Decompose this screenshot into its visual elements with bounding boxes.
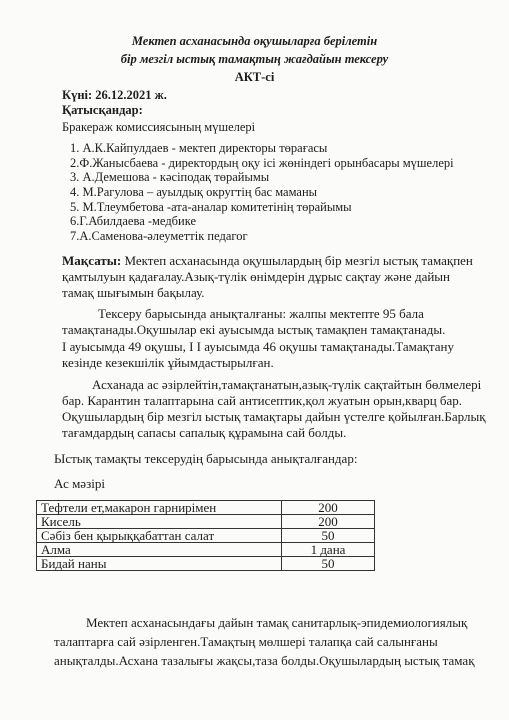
purpose-text-1: Мектеп асханасында оқушылардың бір мезгіл ыстық тамақпен: [121, 253, 473, 268]
menu-item: Сәбіз бен қырыққабаттан салат: [37, 529, 282, 543]
findings-line5: Асханада ас әзірлейтін,тамақтанатын,азық-түлік сақтайтын бөлмелері: [92, 377, 482, 392]
member-1: 1. А.К.Кайпулдаев - мектеп директоры төрағасы: [70, 141, 328, 155]
menu-value: 1 дана: [282, 543, 375, 557]
menu-item: Бидай наны: [37, 557, 282, 571]
purpose-line1: [62, 253, 473, 269]
act-title-line1: Мектеп асханасында оқушыларға берілетін: [131, 34, 378, 48]
member-2: 2.Ф.Жаныcбаева - директордың оқу ісі жөніндегі орынбасары мүшелері: [70, 156, 454, 170]
menu-item: Алма: [37, 543, 282, 557]
purpose-label: Мақсаты:: [62, 253, 122, 268]
act-date: Күні: 26.12.2021 ж.: [62, 88, 167, 102]
commission-heading: Бракераж комиссиясының мүшелері: [62, 120, 256, 134]
member-5: 5. М.Тлеумбетова -ата-аналар комитетінің төрайымы: [70, 200, 352, 214]
findings-line2: тамақтанады.Оқушылар екі ауысымда ыстық тамақпен тамақтанады.: [62, 322, 446, 337]
menu-item: Кисель: [37, 515, 282, 529]
conclusion-line2: талаптарға сай әзірленген.Тамақтың мөлшері талапқа сай салынғаны: [54, 634, 438, 649]
hot-food-heading: Ыстық тамақты тексерудің барысында анықталғандар:: [54, 451, 358, 466]
participants-heading: Қатысқандар:: [62, 103, 143, 117]
menu-table: [36, 500, 375, 571]
menu-row: [37, 501, 375, 515]
menu-value: 50: [282, 557, 375, 571]
member-4: 4. М.Рагулова – ауылдық округтің бас маманы: [70, 185, 318, 199]
menu-heading: Ас мәзірі: [54, 476, 105, 491]
menu-value: 200: [282, 501, 375, 515]
menu-row: [37, 515, 375, 529]
purpose-line2: қамтылуын қадағалау.Азық-түлік өнімдерін дұрыс сақтау және дайын: [62, 269, 450, 284]
findings-line3: І ауысымда 49 оқушы, І І ауысымда 46 оқушы тамақтанады.Тамақтану: [62, 339, 454, 354]
member-6: 6.Г.Абилдаева -медбике: [70, 214, 197, 228]
purpose-line3: тамақ шығымын бақылау.: [62, 285, 205, 300]
member-7: 7.А.Саменова-әлеуметтік педагог: [70, 229, 248, 243]
findings-line4: кезінде кезекшілік ұйымдастырылған.: [62, 355, 274, 370]
member-3: 3. А.Демешова - кәсіподақ төрайымы: [70, 170, 270, 184]
findings-line1: Тексеру барысында анықталғаны: жалпы мектепте 95 бала: [98, 306, 424, 321]
act-title-line2: бір мезгіл ыстық тамақтың жағдайын тексеру: [120, 52, 389, 66]
menu-row: [37, 529, 375, 543]
findings-line6: бар. Карантин талаптарына сай антисептик,қол жуатын орын,кварц бар.: [62, 393, 463, 408]
menu-item: Тефтели ет,макарон гарнирімен: [37, 501, 282, 515]
conclusion-line1: Мектеп асханасындағы дайын тамақ санитарлық-эпидемиологиялық: [86, 615, 468, 630]
menu-row: [37, 557, 375, 571]
menu-value: 50: [282, 529, 375, 543]
menu-row: [37, 543, 375, 557]
menu-value: 200: [282, 515, 375, 529]
act-title-act: АКТ-сі: [234, 70, 275, 84]
findings-line7: Оқушылардың бір мезгіл ыстық тамақтары дайын үстелге қойылған.Барлық: [62, 409, 486, 424]
findings-line8: тағамдардың сапасы сапалық құрамына сай болды.: [62, 425, 347, 440]
conclusion-line3: анықталды.Асхана тазалығы жақсы,таза болды.Оқушылардың ыстық тамақ: [54, 653, 475, 668]
